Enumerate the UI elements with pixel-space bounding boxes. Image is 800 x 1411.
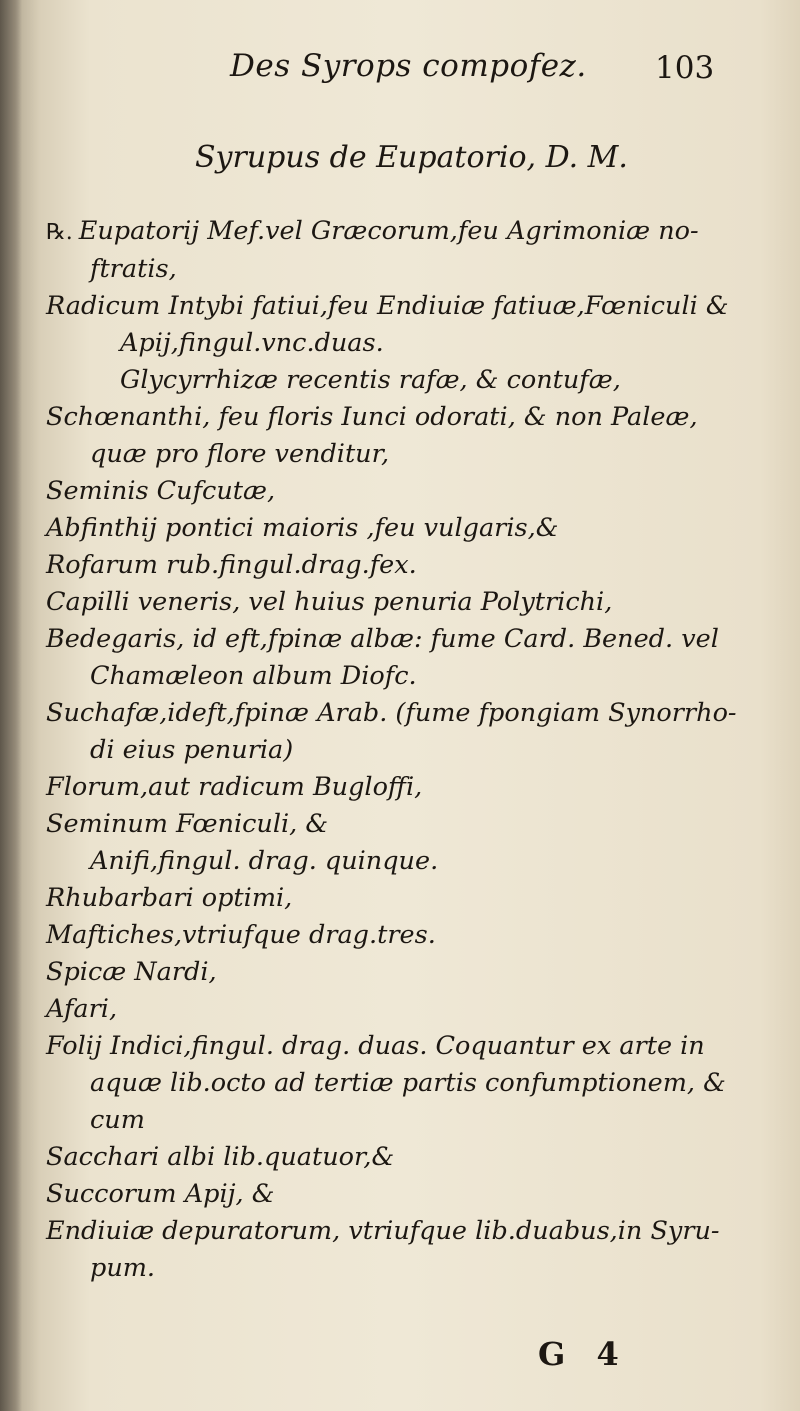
recipe-line: Folij Indici,fingul. drag. duas. Coquantur ex arte in: [46, 1031, 705, 1061]
signature-mark: G 4: [538, 1335, 629, 1373]
recipe-line: quæ pro flore venditur,: [90, 439, 390, 469]
page-number: 103: [655, 50, 715, 86]
recipe-line: pum.: [90, 1253, 156, 1283]
recipe-line: Anifi,fingul. drag. quinque.: [90, 846, 439, 876]
recipe-line: Afari,: [46, 994, 118, 1024]
recipe-line: di eius penuria): [90, 735, 294, 765]
recipe-line: Seminum Fœniculi, &: [46, 809, 329, 839]
recipe-line: Florum,aut radicum Bugloffi,: [46, 772, 423, 802]
recipe-line: Apij,fingul.vnc.duas.: [120, 328, 384, 358]
recipe-line: ℞. Eupatorij Mef.vel Græcorum,feu Agrimoniæ no-: [46, 216, 699, 246]
recipe-line: Chamæleon album Diofc.: [90, 661, 417, 691]
recipe-line: Rhubarbari optimi,: [46, 883, 293, 913]
recipe-line: aquæ lib.octo ad tertiæ partis confumptionem, &: [90, 1068, 726, 1098]
recipe-line: Seminis Cufcutæ,: [46, 476, 276, 506]
recipe-line: Bedegaris, id eft,fpinæ albæ: fume Card. Bened. vel: [46, 624, 719, 654]
recipe-line: Abfinthij pontici maioris ,feu vulgaris,&: [46, 513, 559, 543]
recipe-line: ftratis,: [90, 254, 177, 284]
recipe-line: Endiuiæ depuratorum, vtriufque lib.duabus,in Syru-: [46, 1216, 720, 1246]
recipe-title: Syrupus de Eupatorio, D. M.: [195, 140, 628, 175]
recipe-line: Maftiches,vtriufque drag.tres.: [46, 920, 436, 950]
recipe-line: Glycyrrhizæ recentis rafæ, & contufæ,: [120, 365, 621, 395]
recipe-line: Sacchari albi lib.quatuor,&: [46, 1142, 395, 1172]
recipe-line: Radicum Intybi fatiui,feu Endiuiæ fatiuæ,Fœniculi &: [46, 291, 729, 321]
recipe-line: cum: [90, 1105, 145, 1135]
running-head: Des Syrops compofez.: [230, 48, 587, 84]
recipe-body: [46, 213, 746, 1287]
recipe-line: Capilli veneris, vel huius penuria Polytrichi,: [46, 587, 613, 617]
recipe-symbol: ℞.: [46, 220, 73, 245]
recipe-line: Suchafæ,ideft,fpinæ Arab. (fume fpongiam Synorrho-: [46, 698, 737, 728]
page-gutter-shadow: [0, 0, 22, 1411]
recipe-line: Succorum Apij, &: [46, 1179, 275, 1209]
recipe-line: Schœnanthi, feu floris Iunci odorati, & non Paleæ,: [46, 402, 698, 432]
page-header: [0, 48, 800, 98]
recipe-line: Spicæ Nardi,: [46, 957, 217, 987]
recipe-line: Rofarum rub.fingul.drag.fex.: [46, 550, 417, 580]
